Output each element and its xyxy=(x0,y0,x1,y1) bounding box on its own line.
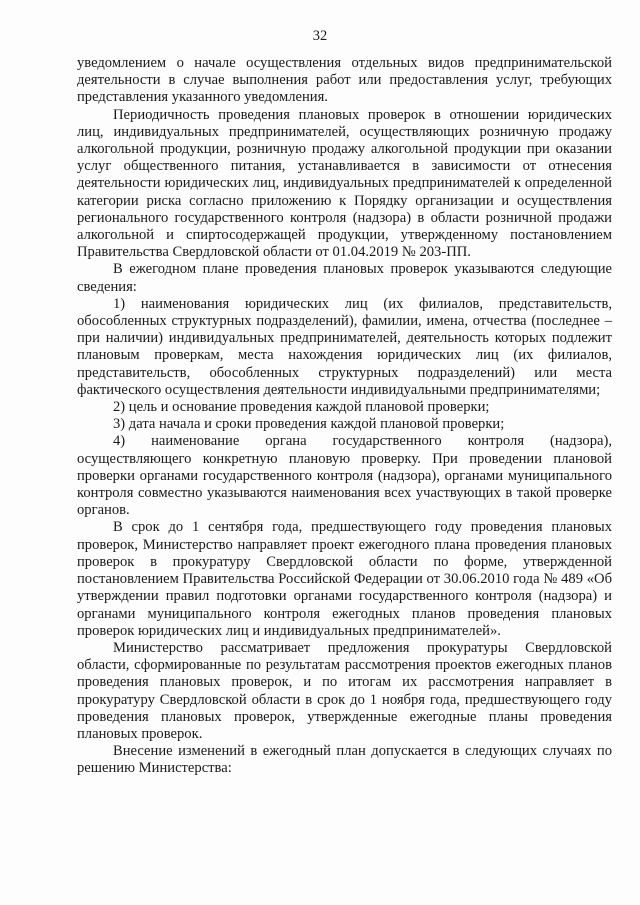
paragraph-inspection-frequency: Периодичность проведения плановых проверок в отношении юридических лиц, индивидуальных предпринимателей, осуществляющих розничную продажу алкогольной продукции, розничную продажу алкогольной продукции при оказании услуг общественного питания, устанавливается в зависимости от отнесения деятельности юридических лиц, индивидуальных предпринимателей к определенной категории риска согласно приложению к Порядку организации и осуществления регионального государственного контроля (надзора) в области розничной продажи алкогольной и спиртосодержащей продукции, утвержденному постановлением Правительства Свердловской области от 01.04.2019 № 203-ПП. xyxy=(77,106,612,261)
list-item-4: 4) наименование органа государственного контроля (надзора), осуществляющего конкретную плановую проверку. При проведении плановой проверки органами государственного контроля (надзора), органами муниципального контроля совместно указываются наименования всех участвующих в такой проверке органов. xyxy=(77,433,612,519)
paragraph-continuation: уведомлением о начале осуществления отдельных видов предпринимательской деятельности в случае выполнения работ или предоставления услуг, требующих представления указанного уведомления. xyxy=(77,55,612,106)
paragraph-prosecutor-review: Министерство рассматривает предложения прокуратуры Свердловской области, сформированные по результатам рассмотрения проектов ежегодных планов проведения плановых проверок, и по итогам их рассмотрения направляет в прокуратуру Свердловской области в срок до 1 ноября года, предшествующего году проведения плановых проверок, утвержденные ежегодные планы проведения плановых проверок. xyxy=(77,639,612,742)
paragraph-plan-changes: Внесение изменений в ежегодный план допускается в следующих случаях по решению Министерства: xyxy=(77,743,612,777)
paragraph-plan-submission: В срок до 1 сентября года, предшествующего году проведения плановых проверок, Министерство направляет проект ежегодного плана проведения плановых проверок в прокуратуру Свердловской области по форме, утвержденной постановлением Правительства Российской Федерации от 30.06.2010 года № 489 «Об утверждении правил подготовки органами государственного контроля (надзора) и органами муниципального контроля ежегодных планов проведения плановых проверок юридических лиц и индивидуальных предпринимателей». xyxy=(77,519,612,639)
page-number: 32 xyxy=(312,28,328,44)
list-item-1: 1) наименования юридических лиц (их филиалов, представительств, обособленных структурных подразделений), фамилии, имена, отчества (последнее – при наличии) индивидуальных предпринимателей, деятельность которых подлежит плановым проверкам, места нахождения юридических лиц (их филиалов, представительств, обособленных структурных подразделений) или места фактического осуществления деятельности индивидуальными предпринимателями; xyxy=(77,295,612,398)
list-item-3: 3) дата начала и сроки проведения каждой плановой проверки; xyxy=(113,416,505,433)
paragraph-plan-contents-intro: В ежегодном плане проведения плановых проверок указываются следующие сведения: xyxy=(77,261,612,295)
document-body xyxy=(77,55,612,778)
list-item-2: 2) цель и основание проведения каждой плановой проверки; xyxy=(113,399,490,416)
